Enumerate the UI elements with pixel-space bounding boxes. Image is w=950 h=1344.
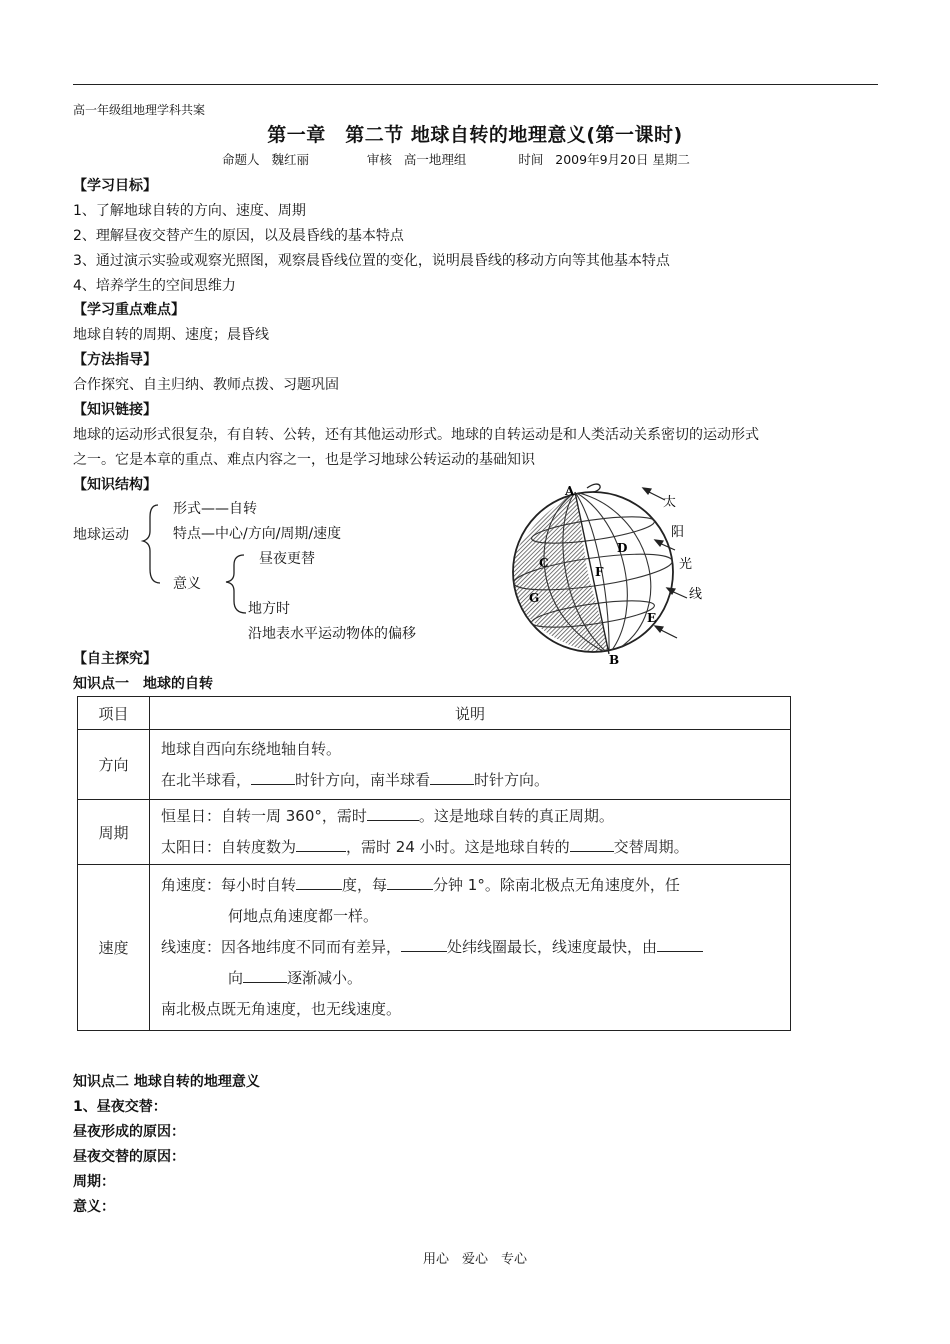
diagram-label-d: D [617, 541, 628, 555]
structure-m2: 地方时 [248, 601, 290, 617]
explore-heading: 【自主探究】 [73, 651, 157, 667]
speed-line-3: 线速度：因各地纬度不同而有差异， 处纬线圈最长，线速度最快，由 [151, 932, 789, 963]
kp2-item: 1、昼夜交替： [73, 1099, 167, 1115]
diagram-label-g: G [529, 591, 540, 605]
fill-blank[interactable] [296, 875, 342, 890]
diagram-label-e: E [647, 611, 657, 625]
link-line-2: 之一。它是本章的重点、难点内容之一，也是学习地球公转运动的基础知识 [73, 452, 535, 468]
fill-blank[interactable] [367, 806, 419, 821]
objectives-heading: 【学习目标】 [73, 178, 157, 194]
table-row [78, 730, 791, 800]
speed-line-2: 何地点角速度都一样。 [228, 907, 379, 925]
sunlight-word: 太 [663, 495, 677, 510]
sunlight-word: 线 [689, 587, 703, 602]
kp2-item: 意义： [73, 1199, 115, 1215]
method-text: 合作探究、自主归纳、教师点拨、习题巩固 [73, 377, 339, 393]
fill-blank[interactable] [430, 770, 474, 785]
globe-diagram [505, 470, 725, 670]
diagram-label-c: C [539, 556, 549, 570]
review-label: 审核 [366, 152, 392, 167]
table-header-item: 项目 [78, 697, 150, 730]
row-label-speed: 速度 [78, 865, 150, 1031]
period-line-1: 恒星日：自转一周 360°，需时 。这是地球自转的真正周期。 [161, 807, 614, 825]
structure-m1: 昼夜更替 [259, 551, 315, 567]
row-label-direction: 方向 [78, 730, 150, 800]
date: 2009年9月20日 星期二 [555, 152, 690, 167]
key-points-text: 地球自转的周期、速度；晨昏线 [73, 327, 269, 343]
table-row [78, 800, 791, 865]
fill-blank[interactable] [401, 937, 447, 952]
diagram-label-b: B [609, 653, 620, 667]
page-footer: 用心 爱心 专心 [422, 1252, 527, 1267]
period-cell [150, 800, 791, 865]
objective-item: 3、通过演示实验或观察光照图，观察晨昏线位置的变化，说明晨昏线的移动方向等其他基本特点 [73, 253, 670, 269]
direction-line-2: 在北半球看， 时针方向，南半球看 时针方向。 [161, 770, 550, 789]
sunlight-word: 光 [679, 557, 693, 572]
rotation-table [77, 696, 791, 1031]
kp2-item: 昼夜交替的原因： [73, 1149, 185, 1165]
doc-header: 高一年级组地理学科共案 [73, 103, 206, 117]
kp2-heading: 知识点二 地球自转的地理意义 [73, 1074, 260, 1090]
objective-item: 4、培养学生的空间思维力 [73, 278, 236, 294]
meta-line [222, 150, 690, 168]
fill-blank[interactable] [657, 937, 703, 952]
table-row [78, 865, 791, 1031]
fill-blank[interactable] [570, 837, 614, 852]
direction-cell [150, 730, 791, 800]
period-line-2: 太阳日：自转度数为 ，需时 24 小时。这是地球自转的 交替周期。 [161, 838, 689, 856]
link-line-1: 地球的运动形式很复杂，有自转、公转，还有其他运动形式。地球的自转运动是和人类活动关系密切的运动形式 [73, 427, 759, 443]
structure-m3: 沿地表水平运动物体的偏移 [248, 626, 416, 642]
author-label: 命题人 [222, 152, 260, 167]
speed-line-5: 南北极点既无角速度，也无线速度。 [161, 1000, 402, 1018]
speed-line-1: 角速度：每小时自转 度，每 分钟 1°。除南北极点无角速度外，任 [161, 876, 680, 894]
link-heading: 【知识链接】 [73, 402, 157, 418]
fill-blank[interactable] [243, 968, 287, 983]
author: 魏红丽 [271, 152, 309, 167]
sunlight-word: 阳 [671, 525, 685, 540]
rotation-arrow [587, 484, 600, 492]
kp1-heading: 知识点一 地球的自转 [73, 676, 213, 692]
objective-item: 2、理解昼夜交替产生的原因，以及晨昏线的基本特点 [73, 228, 404, 244]
header-rule [73, 84, 878, 85]
structure-braces [140, 497, 260, 637]
speed-line-4: 向 逐渐减小。 [228, 969, 363, 987]
direction-line-1: 地球自西向东绕地轴自转。 [161, 739, 342, 758]
structure-form: 形式——自转 [173, 501, 257, 517]
reviewer: 高一地理组 [403, 152, 467, 167]
method-heading: 【方法指导】 [73, 352, 157, 368]
structure-traits: 特点—中心/方向/周期/速度 [173, 526, 342, 542]
kp2-item: 昼夜形成的原因： [73, 1124, 185, 1140]
structure-root: 地球运动 [73, 527, 129, 543]
diagram-label-f: F [595, 565, 604, 579]
structure-meaning: 意义 [173, 576, 201, 592]
speed-cell [150, 865, 791, 1031]
kp2-item: 周期： [73, 1174, 115, 1190]
objective-item: 1、了解地球自转的方向、速度、周期 [73, 203, 306, 219]
page-title: 第一章 第二节 地球自转的地理意义(第一课时) [267, 124, 683, 146]
fill-blank[interactable] [387, 875, 433, 890]
row-label-period: 周期 [78, 800, 150, 865]
key-points-heading: 【学习重点难点】 [73, 302, 185, 318]
structure-heading: 【知识结构】 [73, 477, 157, 493]
time-label: 时间 [518, 152, 544, 167]
fill-blank[interactable] [251, 770, 295, 785]
diagram-label-a: A [565, 484, 575, 498]
fill-blank[interactable] [296, 837, 346, 852]
table-header-desc: 说明 [150, 697, 791, 730]
